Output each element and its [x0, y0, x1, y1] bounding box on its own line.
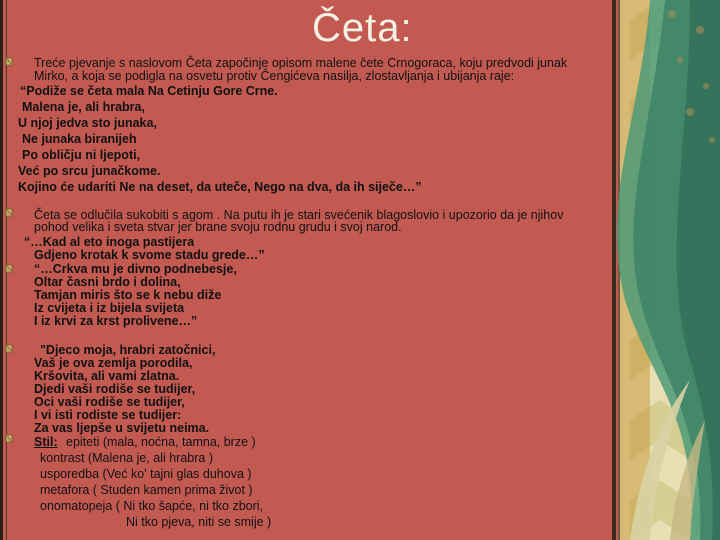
bullet-icon [5, 57, 13, 66]
style-item: onomatopeja ( Ni tko šapće, ni tko zbori, [40, 499, 264, 513]
style-item: Ni tko pjeva, niti se smije ) [126, 515, 272, 529]
paragraph-text: Mirko, a koja se podigla na osvetu protiv Čengićeva nasilja, zlostavljanja i ubijanja raje: [34, 69, 515, 83]
paragraph-text: Treće pjevanje s naslovom Četa započinje opisom malene čete Crnogoraca, koju predvodi junak [34, 56, 568, 70]
verse-line: “Podiže se četa mala Na Cetinju Gore Crne. [20, 84, 278, 98]
bullet-icon [5, 344, 13, 353]
verse-line: "Djeco moja, hrabri zatočnici, [40, 343, 216, 357]
bullet-icon [5, 208, 13, 217]
bullet-icon [5, 434, 13, 443]
verse-line: I iz krvi za krst prolivene…” [34, 314, 198, 328]
bullet-icon [5, 264, 13, 273]
verse-line: Oci vaši rodiše se tudijer, [34, 395, 185, 409]
verse-line: Već po srcu junačkome. [18, 164, 161, 178]
verse-line: “…Crkva mu je divno podnebesje, [34, 262, 237, 276]
verse-line: Ne junaka biranijeh [22, 132, 137, 146]
paragraph-text: pohod velika i sveta stvar jer brane svoju rodnu grudu i svoj narod. [34, 220, 402, 234]
verse-line: Malena je, ali hrabra, [22, 100, 145, 114]
verse-line: Po obličju ni ljepoti, [22, 148, 141, 162]
verse-line: Kršovita, ali vami zlatna. [34, 369, 180, 383]
verse-line: Vaš je ova zemlja porodila, [34, 356, 193, 370]
style-item: kontrast (Malena je, ali hrabra ) [40, 451, 213, 465]
verse-line: Gdjeno krotak k svome stadu grede…” [34, 248, 265, 262]
verse-line: Kojino će udariti Ne na deset, da uteče, Nego na dva, da ih siječe…” [18, 180, 422, 194]
verse-line: U njoj jedva sto junaka, [18, 116, 157, 130]
slide-title: Četa: [312, 6, 413, 50]
verse-line: Iz cvijeta i iz bijela svijeta [34, 301, 185, 315]
verse-line: Za vas ljepše u svijetu neima. [34, 421, 210, 435]
style-item: epiteti (mala, noćna, tamna, brze ) [66, 435, 256, 449]
style-label: Stil: [34, 435, 58, 449]
style-item: metafora ( Studen kamen prima život ) [40, 483, 253, 497]
verse-line: Oltar časni brdo i dolina, [34, 275, 181, 289]
verse-line: I vi isti rodiste se tudijer: [34, 408, 182, 422]
verse-line: Djedi vaši rodiše se tudijer, [34, 382, 196, 396]
verse-line: Tamjan miris što se k nebu diže [34, 288, 222, 302]
paragraph-text: Četa se odlučila sukobiti s agom . Na putu ih je stari svećenik blagoslovio i upozorio da je njihov [34, 208, 564, 222]
verse-line: “…Kad al eto inoga pastijera [24, 235, 195, 249]
style-item: usporedba (Već ko' tajni glas duhova ) [40, 467, 252, 481]
